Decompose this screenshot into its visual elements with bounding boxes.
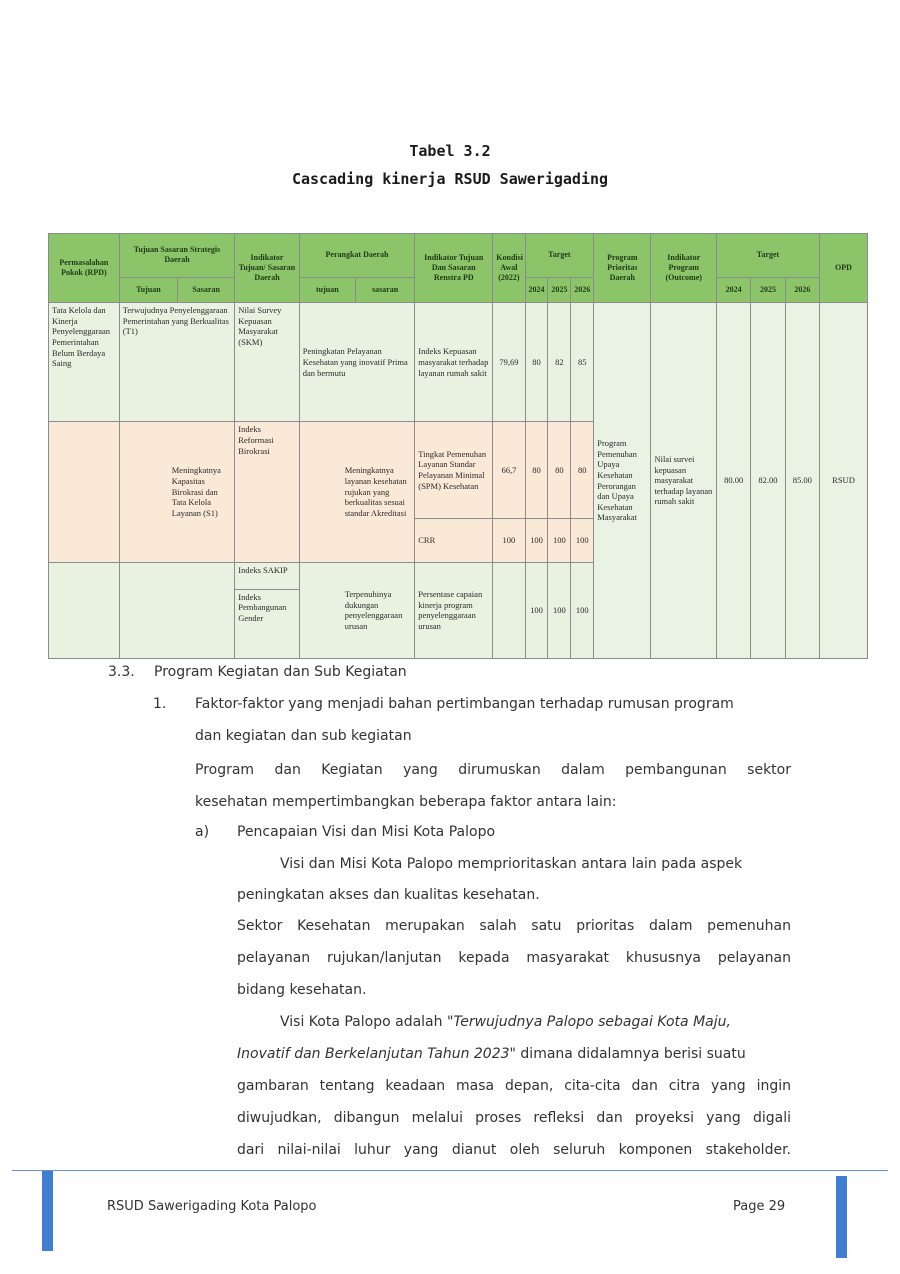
header-tujuan-pd: tujuan	[299, 277, 355, 302]
cell-target-2026-spm: 80	[571, 422, 594, 518]
paragraph-3-line-2: pelayanan rujukan/lanjutan kepada masyarakat khususnya pelayanan	[237, 950, 791, 966]
paragraph-4-line-3: gambaran tentang keadaan masa depan, cita-cita dan citra yang ingin	[237, 1078, 791, 1094]
cell-target-2026: 85	[571, 303, 594, 422]
footer-bar-left	[42, 1171, 53, 1251]
cell-program-2024: 80.00	[716, 303, 750, 659]
paragraph-3-line-1: Sektor Kesehatan merupakan salah satu prioritas dalam pemenuhan	[237, 918, 791, 934]
cell-target-2025: 82	[548, 303, 571, 422]
paragraph-2-line-2: peningkatan akses dan kualitas kesehatan.	[237, 887, 540, 903]
cell-tujuan: Terwujudnya Penyelenggaraan Pemerintahan yang Berkualitas (T1)	[119, 303, 234, 422]
header-program-prioritas: Program Prioritas Daerah	[594, 234, 651, 303]
cell-target-2025-crr: 100	[548, 518, 571, 562]
cell-permasalahan: Tata Kelola dan Kinerja Penyelenggaraan Pemerintahan Belum Berdaya Saing	[49, 303, 120, 422]
header-indikator-program: Indikator Program (Outcome)	[651, 234, 717, 303]
cell-target-2024-urusan: 100	[525, 562, 548, 658]
item-1-line-1: Faktor-faktor yang menjadi bahan pertimbangan terhadap rumusan program	[195, 696, 734, 712]
cascading-table	[48, 233, 868, 659]
cell-target-2025-spm: 80	[548, 422, 571, 518]
cell-opd: RSUD	[820, 303, 868, 659]
paragraph-4-quote-1: "Terwujudnya Palopo sebagai Kota Maju,	[446, 1014, 731, 1030]
header-tujuan: Tujuan	[119, 277, 177, 302]
cell-program: Program Pemenuhan Upaya Kesehatan Perorangan dan Upaya Kesehatan Masyarakat	[594, 303, 651, 659]
item-a-title: Pencapaian Visi dan Misi Kota Palopo	[237, 824, 496, 840]
cell-kondisi-spm: 66,7	[493, 422, 525, 518]
paragraph-1-line-2: kesehatan mempertimbangkan beberapa faktor antara lain:	[195, 794, 617, 810]
footer-page-number: Page 29	[733, 1199, 786, 1214]
paragraph-2-line-1: Visi dan Misi Kota Palopo memprioritaskan antara lain pada aspek	[280, 856, 743, 872]
cell-kondisi: 79,69	[493, 303, 525, 422]
cell-target-2024-spm: 80	[525, 422, 548, 518]
cell-indikator: Nilai Survey Kepuasan Masyarakat (SKM)	[235, 303, 300, 422]
cell-tujuan-pd: Peningkatan Pelayanan Kesehatan yang inovatif Prima dan bermutu	[299, 303, 415, 422]
header-year-2026: 2026	[571, 277, 594, 302]
header-permasalahan: Permasalahan Pokok (RPD)	[49, 234, 120, 303]
header-tujuan-sasaran-strategis: Tujuan Sasaran Strategis Daerah	[119, 234, 234, 278]
cell-program-2026: 85.00	[785, 303, 819, 659]
cell-indikator-program: Nilai survei kepuasan masyarakat terhadap layanan rumah sakit	[651, 303, 717, 659]
header-indikator-tujuan: Indikator Tujuan/ Sasaran Daerah	[235, 234, 300, 303]
header-year-2024: 2024	[525, 277, 548, 302]
cell-indikator-renstra-urusan: Persentase capaian kinerja program penyelenggaraan urusan	[415, 562, 493, 658]
cell-target-2026-urusan: 100	[571, 562, 594, 658]
section-title: Program Kegiatan dan Sub Kegiatan	[154, 664, 407, 680]
cell-target-2024-crr: 100	[525, 518, 548, 562]
header-indikator-renstra: Indikator Tujuan Dan Sasaran Renstra PD	[415, 234, 493, 303]
table-row	[49, 303, 868, 422]
header-target: Target	[525, 234, 594, 278]
cell-indikator-sasaran: Indeks Reformasi Birokrasi	[235, 422, 300, 562]
cell-target-2025-urusan: 100	[548, 562, 571, 658]
footer-left-text: RSUD Sawerigading Kota Palopo	[107, 1199, 317, 1214]
item-a-label: a)	[195, 824, 210, 840]
header-kondisi-awal: Kondisi Awal (2022)	[493, 234, 525, 303]
paragraph-4-pre: Visi Kota Palopo adalah	[280, 1014, 447, 1030]
header-sasaran-pd: sasaran	[355, 277, 414, 302]
header-target-program: Target	[716, 234, 819, 278]
header-year-2026-program: 2026	[785, 277, 819, 302]
section-number: 3.3.	[108, 664, 135, 680]
cell-indikator-sakip: Indeks SAKIP	[235, 563, 299, 590]
header-perangkat-daerah: Perangkat Daerah	[299, 234, 415, 278]
cell-program-2025: 82.00	[751, 303, 785, 659]
cell-indikator-renstra-crr: CRR	[415, 518, 493, 562]
paragraph-3-line-3: bidang kesehatan.	[237, 982, 367, 998]
cell-sasaran-pd-urusan: Terpenuhinya dukungan penyelenggaraan urusan	[299, 562, 415, 658]
item-1-line-2: dan kegiatan dan sub kegiatan	[195, 728, 412, 744]
header-year-2024-program: 2024	[716, 277, 750, 302]
footer-bar-right	[836, 1176, 847, 1258]
paragraph-4-line-2	[237, 1046, 746, 1062]
cell-indikator-renstra-spm: Tingkat Pemenuhan Layanan Standar Pelayanan Minimal (SPM) Kesehatan	[415, 422, 493, 518]
table-title: Tabel 3.2	[409, 142, 491, 160]
paragraph-4-line-4: diwujudkan, dibangun melalui proses refleksi dan proyeksi yang digali	[237, 1110, 791, 1126]
paragraph-4-line-5: dari nilai-nilai luhur yang dianut oleh seluruh komponen stakeholder.	[237, 1142, 791, 1158]
paragraph-4-line-2-rest: dimana didalamnya berisi suatu	[515, 1046, 746, 1062]
cell-indikator-sakip-gender	[235, 562, 300, 658]
cell-sasaran-pd: Meningkatnya layanan kesehatan rujukan yang berkualitas sesuai standar Akreditasi	[299, 422, 415, 562]
paragraph-1-line-1: Program dan Kegiatan yang dirumuskan dalam pembangunan sektor	[195, 762, 791, 778]
cell-sasaran: Meningkatnya Kapasitas Birokrasi dan Tata Kelola Layanan (S1)	[119, 422, 234, 562]
cell-indikator-gender: Indeks Pembangunan Gender	[238, 591, 287, 623]
header-opd: OPD	[820, 234, 868, 303]
item-1-number: 1.	[153, 696, 167, 712]
table-subtitle: Cascading kinerja RSUD Sawerigading	[291, 170, 609, 188]
paragraph-4-line-1	[280, 1014, 731, 1030]
cell-target-2026-crr: 100	[571, 518, 594, 562]
header-year-2025: 2025	[548, 277, 571, 302]
paragraph-4-quote-2: Inovatif dan Berkelanjutan Tahun 2023"	[237, 1046, 516, 1062]
header-year-2025-program: 2025	[751, 277, 785, 302]
header-sasaran: Sasaran	[178, 277, 235, 302]
footer-rule	[12, 1170, 888, 1171]
cell-indikator-renstra: Indeks Kepuasan masyarakat terhadap layanan rumah sakit	[415, 303, 493, 422]
cell-target-2024: 80	[525, 303, 548, 422]
cell-kondisi-crr: 100	[493, 518, 525, 562]
